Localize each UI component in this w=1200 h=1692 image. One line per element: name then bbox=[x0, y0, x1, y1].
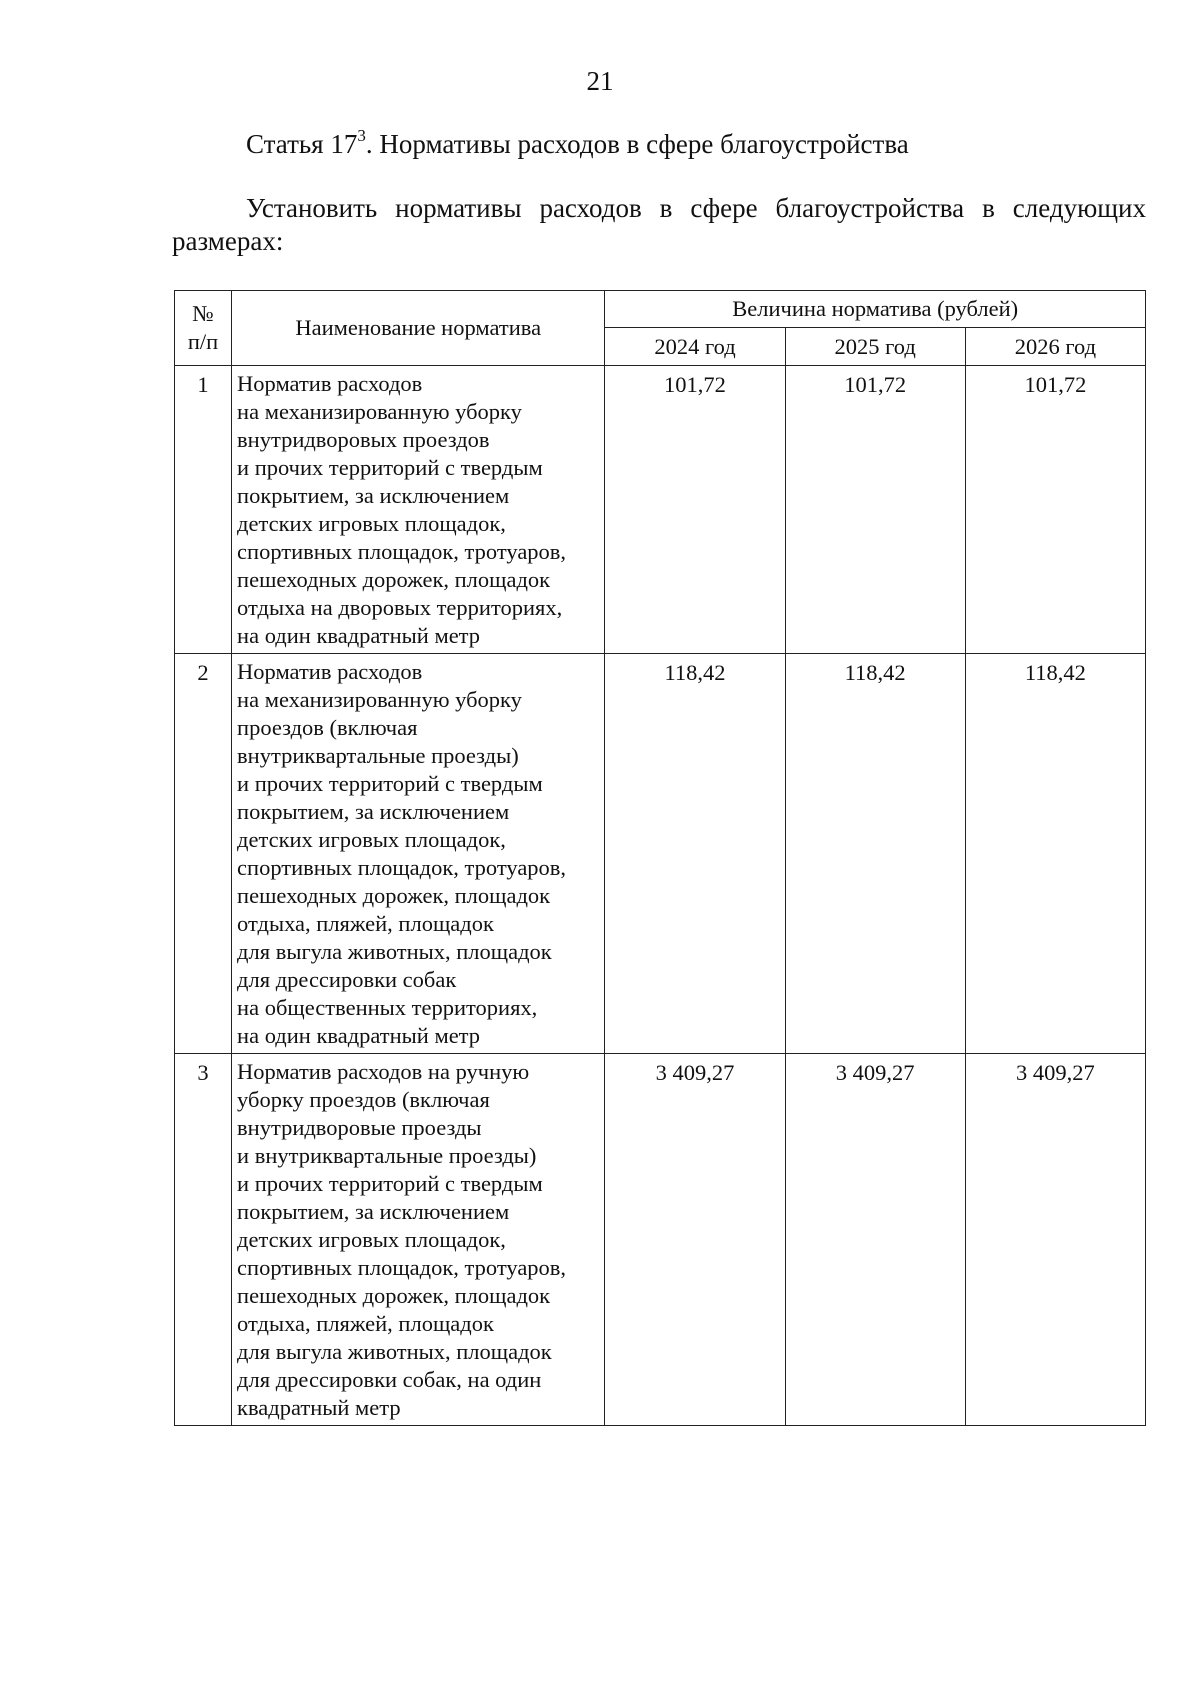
norm-name-line: на один квадратный метр bbox=[237, 623, 481, 648]
norm-name-line: на механизированную уборку bbox=[237, 687, 522, 712]
row-norm-name bbox=[232, 654, 605, 1054]
norm-name-line: отдыха, пляжей, площадок bbox=[237, 911, 494, 936]
norm-name-line: пешеходных дорожек, площадок bbox=[237, 567, 551, 592]
header-number bbox=[175, 291, 232, 366]
intro-paragraph: Установить нормативы расходов в сфере благоустройства в следующих размерах: bbox=[172, 193, 1146, 256]
row-norm-name bbox=[232, 1054, 605, 1426]
row-value: 3 409,27 bbox=[605, 1054, 785, 1426]
row-value: 3 409,27 bbox=[785, 1054, 965, 1426]
norm-name-line: внутридворовых проездов bbox=[237, 427, 490, 452]
header-number-line: п/п bbox=[187, 329, 219, 354]
header-number-line: № bbox=[192, 301, 214, 326]
table-row bbox=[175, 366, 1146, 654]
row-value: 118,42 bbox=[605, 654, 785, 1054]
row-number: 3 bbox=[175, 1054, 232, 1426]
norm-name-line: пешеходных дорожек, площадок bbox=[237, 883, 551, 908]
norm-name-line: пешеходных дорожек, площадок bbox=[237, 1283, 551, 1308]
table-body bbox=[175, 366, 1146, 1426]
norms-table bbox=[174, 290, 1146, 1426]
norm-name-line: Норматив расходов на ручную bbox=[237, 1059, 530, 1084]
header-value-group: Величина норматива (рублей) bbox=[605, 291, 1146, 328]
table-row bbox=[175, 1054, 1146, 1426]
row-value: 101,72 bbox=[965, 366, 1145, 654]
norm-name-line: покрытием, за исключением bbox=[237, 1199, 510, 1224]
article-title bbox=[246, 128, 909, 160]
row-number: 2 bbox=[175, 654, 232, 1054]
norm-name-line: Норматив расходов bbox=[237, 659, 423, 684]
header-year: 2024 год bbox=[605, 328, 785, 366]
table-header-row bbox=[175, 291, 1146, 328]
row-value: 101,72 bbox=[785, 366, 965, 654]
norm-name-line: спортивных площадок, тротуаров, bbox=[237, 1255, 567, 1280]
norm-name-line: и прочих территорий с твердым bbox=[237, 455, 543, 480]
row-number: 1 bbox=[175, 366, 232, 654]
norm-name-line: детских игровых площадок, bbox=[237, 827, 506, 852]
article-title-suffix: . Нормативы расходов в сфере благоустройства bbox=[365, 129, 909, 159]
norm-name-line: детских игровых площадок, bbox=[237, 511, 506, 536]
article-title-prefix: Статья 17 bbox=[246, 129, 358, 159]
norm-name-line: отдыха, пляжей, площадок bbox=[237, 1311, 494, 1336]
row-value: 118,42 bbox=[965, 654, 1145, 1054]
norm-name-line: детских игровых площадок, bbox=[237, 1227, 506, 1252]
norm-name-line: внутридворовые проезды bbox=[237, 1115, 482, 1140]
norm-name-line: на один квадратный метр bbox=[237, 1023, 481, 1048]
header-year: 2026 год bbox=[965, 328, 1145, 366]
table-row bbox=[175, 654, 1146, 1054]
norm-name-line: спортивных площадок, тротуаров, bbox=[237, 539, 567, 564]
norm-name-line: спортивных площадок, тротуаров, bbox=[237, 855, 567, 880]
norm-name-line: и прочих территорий с твердым bbox=[237, 771, 543, 796]
norm-name-line: и прочих территорий с твердым bbox=[237, 1171, 543, 1196]
header-name: Наименование норматива bbox=[232, 291, 605, 366]
norm-name-line: уборку проездов (включая bbox=[237, 1087, 490, 1112]
norm-name-line: и внутриквартальные проезды) bbox=[237, 1143, 537, 1168]
norm-name-line: отдыха на дворовых территориях, bbox=[237, 595, 563, 620]
norm-name-line: для дрессировки собак, на один bbox=[237, 1367, 542, 1392]
norm-name-line: покрытием, за исключением bbox=[237, 483, 510, 508]
norm-name-line: Норматив расходов bbox=[237, 371, 423, 396]
row-value: 118,42 bbox=[785, 654, 965, 1054]
norm-name-line: на общественных территориях, bbox=[237, 995, 538, 1020]
norm-name-line: внутриквартальные проезды) bbox=[237, 743, 519, 768]
norm-name-line: на механизированную уборку bbox=[237, 399, 522, 424]
norm-name-line: для выгула животных, площадок bbox=[237, 1339, 552, 1364]
row-value: 101,72 bbox=[605, 366, 785, 654]
article-title-superscript: 3 bbox=[357, 126, 366, 145]
norm-name-line: проездов (включая bbox=[237, 715, 418, 740]
row-value: 3 409,27 bbox=[965, 1054, 1145, 1426]
norm-name-line: квадратный метр bbox=[237, 1395, 401, 1420]
row-norm-name bbox=[232, 366, 605, 654]
norm-name-line: покрытием, за исключением bbox=[237, 799, 510, 824]
norm-name-line: для выгула животных, площадок bbox=[237, 939, 552, 964]
page-number: 21 bbox=[586, 66, 614, 96]
norm-name-line: для дрессировки собак bbox=[237, 967, 457, 992]
header-year: 2025 год bbox=[785, 328, 965, 366]
